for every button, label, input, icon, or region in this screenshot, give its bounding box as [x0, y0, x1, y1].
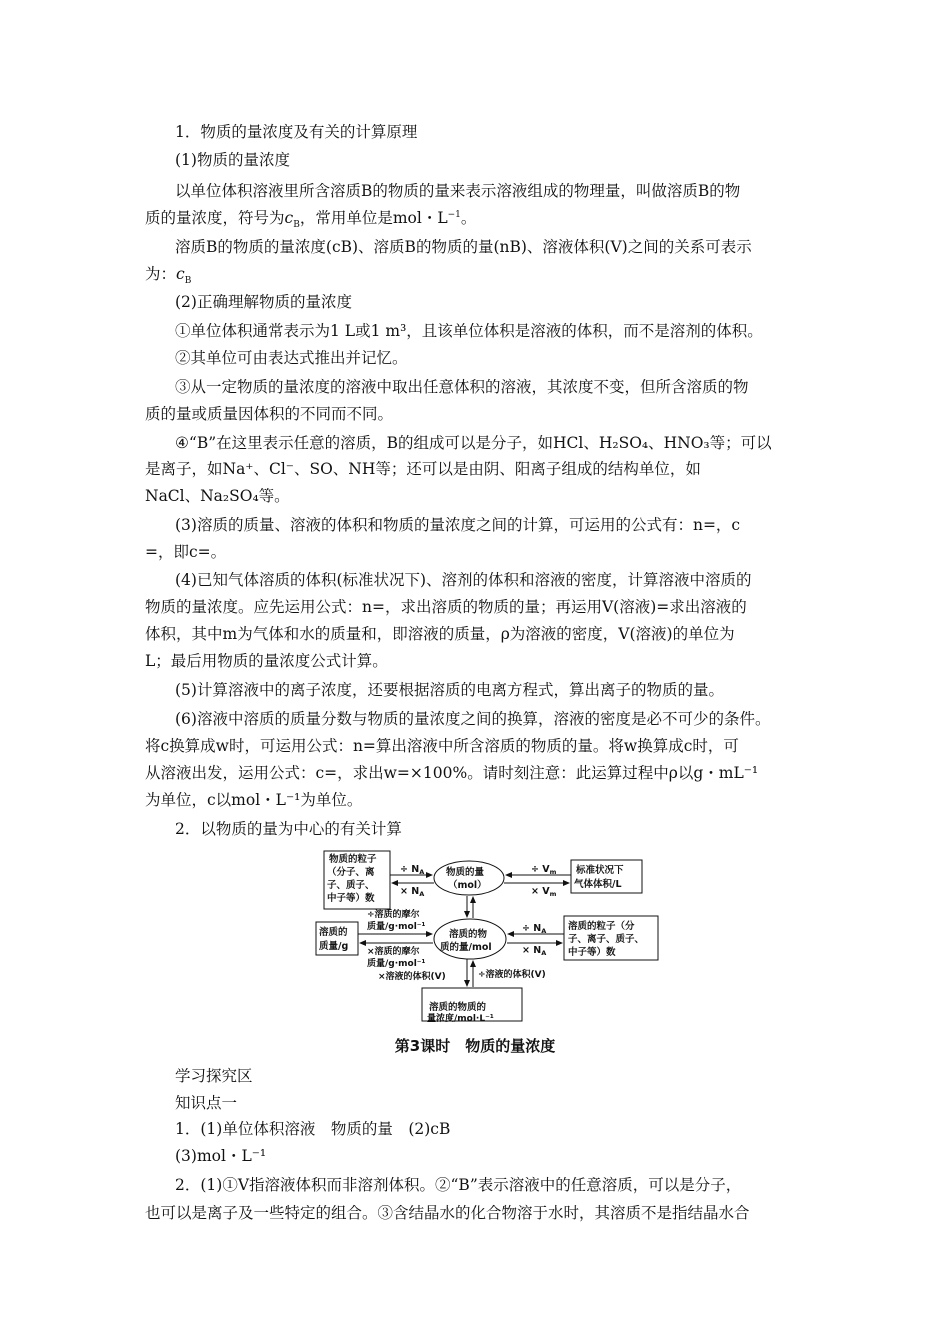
subheading-3-b: =，即c=。 — [145, 543, 227, 561]
label-molar-mul-line1: ×溶质的摩尔 — [367, 947, 420, 957]
subheading-4-b: 物质的量浓度。应先运用公式：n=，求出溶质的物质的量；再运用V(溶液)=求出溶液的 — [145, 598, 747, 616]
subheading-4-a: (4)已知气体溶质的体积(标准状况下)、溶剂的体积和溶液的密度，计算溶液中溶质的 — [175, 571, 752, 589]
label-vol-div: ÷溶液的体积(V) — [478, 970, 546, 980]
subheading-6-d: 为单位，c以mol・L⁻¹为单位。 — [145, 791, 363, 809]
ellipse-amount-line2: （mol） — [448, 880, 487, 891]
lesson-title: 第3课时 物质的量浓度 — [394, 1037, 556, 1055]
subheading-4-c: 体积，其中m为气体和水的质量和，即溶液的质量，ρ为溶液的密度，V(溶液)的单位为 — [145, 625, 735, 643]
point-4-b: 是离子，如Na⁺、Cl⁻、SO、NH等；还可以是由阴、阳离子组成的结构单位，如 — [145, 460, 701, 478]
label-vol-mul: ×溶液的体积(V) — [378, 972, 446, 982]
box-particles2-line1: 溶质的粒子（分 — [568, 921, 635, 932]
label-div-na-top: ÷ $N_A$ — [400, 864, 425, 876]
study-area-label: 学习探究区 — [175, 1067, 253, 1085]
box-particles-line2: （分子、离 — [327, 867, 375, 878]
box-gas-line1: 标准状况下 — [576, 865, 624, 876]
box-particles-line1: 物质的粒子 — [329, 854, 377, 865]
label-mul-na-bottom: × $N_A$ — [522, 945, 547, 957]
label-mul-na-top: × $N_A$ — [400, 886, 425, 898]
paragraph-relation-b: 为：$c_B$ — [145, 265, 192, 287]
box-conc-line2: 量浓度/mol·L⁻¹ — [427, 1014, 494, 1024]
answer-2-a: 2．(1)①V指溶液体积而非溶剂体积。②“B”表示溶液中的任意溶质，可以是分子， — [175, 1176, 742, 1194]
subheading-6-a: (6)溶液中溶质的质量分数与物质的量浓度之间的换算，溶液的密度是必不可少的条件。 — [175, 710, 771, 728]
subheading-6-b: 将c换算成w时，可运用公式：n=算出溶液中所含溶质的物质的量。将w换算成c时，可 — [145, 737, 739, 755]
box-particles2-line2: 子、离子、质子、 — [568, 934, 645, 945]
subheading-1: (1)物质的量浓度 — [175, 151, 290, 169]
box-conc-line1: 溶质的物质的 — [429, 1002, 487, 1013]
ellipse-solute-line2: 质的量/mol — [440, 942, 492, 953]
paragraph-relation-a: 溶质B的物质的量浓度(cB)、溶质B的物质的量(nB)、溶液体积(V)之间的关系可表示 — [175, 238, 752, 256]
answer-2-b: 也可以是离子及一些特定的组合。③含结晶水的化合物溶于水时，其溶质不是指结晶水合 — [145, 1204, 750, 1222]
section1-title: 1．物质的量浓度及有关的计算原理 — [175, 123, 418, 141]
label-mul-vm: × $V_m$ — [531, 886, 557, 898]
subheading-5: (5)计算溶液中的离子浓度，还要根据溶质的电离方程式，算出离子的物质的量。 — [175, 681, 724, 699]
section2-title: 2．以物质的量为中心的有关计算 — [175, 820, 402, 838]
box-particles2-line3: 中子等）数 — [568, 947, 616, 958]
point-2: ②其单位可由表达式推出并记忆。 — [175, 349, 408, 367]
label-molar-div-line1: ÷溶质的摩尔 — [367, 910, 420, 920]
box-particles-line3: 子、质子、 — [327, 880, 375, 891]
knowledge-point-label: 知识点一 — [175, 1094, 238, 1112]
subheading-2: (2)正确理解物质的量浓度 — [175, 293, 352, 311]
box-particles-line4: 中子等）数 — [327, 893, 375, 904]
answer-1-b: (3)mol・L⁻¹ — [175, 1147, 267, 1165]
answer-1-a: 1．(1)单位体积溶液 物质的量 (2)cB — [175, 1120, 451, 1138]
point-4-c: NaCl、Na₂SO₄等。 — [145, 487, 290, 505]
subheading-4-d: L；最后用物质的量浓度公式计算。 — [145, 652, 388, 670]
subheading-3-a: (3)溶质的质量、溶液的体积和物质的量浓度之间的计算，可运用的公式有：n=，c — [175, 516, 741, 534]
point-1: ①单位体积通常表示为1 L或1 m³，且该单位体积是溶液的体积，而不是溶剂的体积。 — [175, 322, 763, 340]
box-mass-line2: 质量/g — [319, 941, 349, 952]
paragraph-definition-a: 以单位体积溶液里所含溶质B的物质的量来表示溶液组成的物理量，叫做溶质B的物 — [175, 182, 741, 200]
label-molar-div-line2: 质量/g·mol⁻¹ — [367, 922, 426, 932]
calculation-diagram — [300, 842, 670, 1024]
ellipse-solute-line1: 溶质的物 — [449, 929, 488, 940]
box-gas-line2: 气体体积/L — [574, 879, 622, 890]
label-molar-mul-line2: 质量/g·mol⁻¹ — [367, 959, 426, 969]
ellipse-amount-line1: 物质的量 — [446, 867, 485, 878]
point-3-a: ③从一定物质的量浓度的溶液中取出任意体积的溶液，其浓度不变，但所含溶质的物 — [175, 378, 749, 396]
point-4-a: ④“B”在这里表示任意的溶质，B的组成可以是分子，如HCl、H₂SO₄、HNO₃等；可以 — [175, 434, 772, 452]
point-3-b: 质的量或质量因体积的不同而不同。 — [145, 405, 394, 423]
subheading-6-c: 从溶液出发，运用公式：c=，求出w=×100%。请时刻注意：此运算过程中ρ以g・mL⁻¹ — [145, 764, 759, 782]
paragraph-definition-b: 质的量浓度，符号为$c_B$，常用单位是mol・$L^{-1}$。 — [145, 209, 477, 231]
label-div-vm: ÷ $V_m$ — [531, 864, 557, 876]
label-div-na-bottom: ÷ $N_A$ — [522, 923, 547, 935]
box-mass-line1: 溶质的 — [319, 927, 348, 938]
